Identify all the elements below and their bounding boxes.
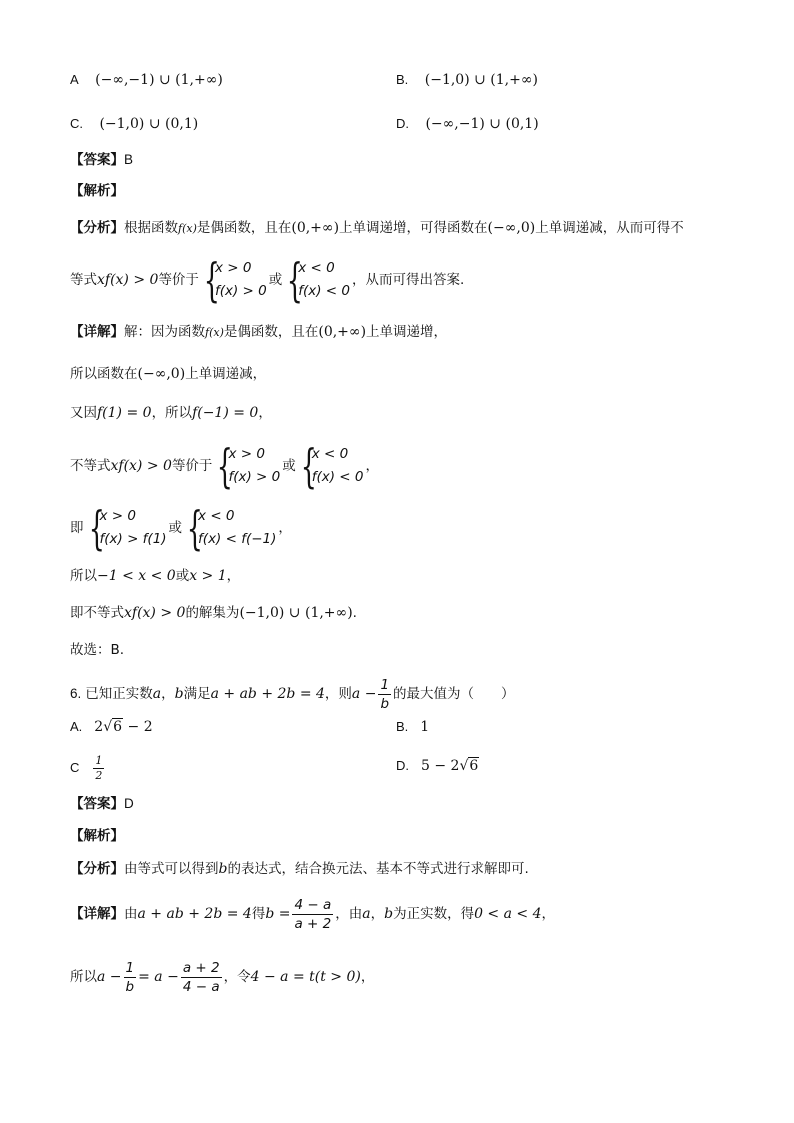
text: 或 bbox=[282, 458, 296, 474]
math-var: b bbox=[384, 906, 394, 922]
text: 的最大值为（ ） bbox=[393, 686, 515, 702]
text: 等价于 bbox=[171, 458, 213, 474]
system-row: x < 0 bbox=[298, 260, 335, 276]
math-var: a bbox=[152, 686, 162, 702]
fraction bbox=[292, 896, 333, 933]
math-expr: 0 < a < 4 bbox=[474, 906, 542, 922]
q6-option-a bbox=[70, 717, 153, 737]
math-expr: 4 − a = t(t > 0) bbox=[250, 969, 361, 985]
math-var: b bbox=[218, 861, 228, 877]
q6-xiangjie-line1 bbox=[70, 892, 555, 936]
text: ， bbox=[370, 906, 385, 922]
text: ， bbox=[365, 458, 379, 474]
math-expr: a − bbox=[97, 969, 122, 985]
math-expr: b = bbox=[265, 906, 291, 922]
text: 由 bbox=[124, 906, 138, 922]
text: ，从而可得出答案. bbox=[351, 272, 465, 288]
math-expr: x > 1 bbox=[189, 568, 227, 584]
math-expr: = a − bbox=[138, 969, 179, 985]
math-expr: (−∞,0) bbox=[487, 220, 536, 236]
answer-value: B bbox=[124, 152, 134, 167]
brace: { bbox=[203, 253, 220, 307]
math-expr: f(x) bbox=[178, 222, 197, 235]
system-row: f(x) > f(1) bbox=[99, 531, 167, 547]
math-expr: xf(x) > 0 bbox=[110, 458, 172, 474]
q5-xiangjie-line3 bbox=[70, 403, 272, 423]
xiangjie-label: 【详解】 bbox=[70, 324, 124, 340]
math-var: b bbox=[174, 686, 184, 702]
q5-xiangjie-line2 bbox=[70, 364, 266, 384]
math-expr: a + ab + 2b = 4 bbox=[137, 906, 252, 922]
q5-xiangjie-line8 bbox=[70, 640, 124, 660]
brace: { bbox=[286, 253, 304, 307]
math-expr: −1 < x < 0 bbox=[97, 568, 176, 584]
brace: { bbox=[186, 501, 203, 555]
option-c-text: (−1,0) ∪ (0,1) bbox=[99, 116, 199, 132]
text: . bbox=[352, 605, 357, 621]
numerator: 4 − a bbox=[294, 896, 332, 913]
square-root: √6 bbox=[103, 719, 123, 735]
text: 所以 bbox=[70, 568, 97, 584]
math-expr: xf(x) > 0 bbox=[97, 272, 159, 288]
analysis-label: 【解析】 bbox=[70, 183, 124, 199]
q5-xiangjie-line4 bbox=[70, 439, 379, 493]
text: 故选：B. bbox=[70, 642, 125, 658]
fraction bbox=[93, 754, 104, 783]
text: ， bbox=[161, 686, 175, 702]
text: 即不等式 bbox=[70, 605, 124, 621]
text: 不等式 bbox=[70, 458, 111, 474]
option-b bbox=[396, 70, 538, 90]
q5-fenxi-line2 bbox=[70, 253, 465, 307]
text: ， bbox=[541, 906, 556, 922]
inequality-system bbox=[201, 253, 267, 307]
text: 即 bbox=[70, 520, 84, 536]
numerator: 1 bbox=[125, 959, 135, 976]
system-row: f(x) < 0 bbox=[311, 469, 364, 485]
analysis-label: 【解析】 bbox=[70, 828, 124, 844]
brace: { bbox=[300, 439, 317, 493]
option-b-label: B. bbox=[396, 72, 409, 87]
system-row: x > 0 bbox=[228, 446, 265, 462]
q6-option-b bbox=[396, 717, 429, 737]
math-var: a bbox=[362, 906, 371, 922]
inequality-system bbox=[86, 501, 167, 555]
q5-xiangjie-line6 bbox=[70, 566, 240, 586]
text: 为正实数，得 bbox=[393, 906, 475, 922]
option-d-label: D. bbox=[396, 116, 409, 131]
math-expr: a − bbox=[351, 686, 377, 702]
text: 所以函数在 bbox=[70, 366, 138, 382]
option-c bbox=[70, 114, 198, 134]
option-c-label: C. bbox=[70, 116, 83, 131]
q5-xiangjie-line1 bbox=[70, 322, 447, 343]
denominator: 4 − a bbox=[182, 978, 220, 995]
math-expr: (−∞,0) bbox=[137, 366, 186, 382]
text: 所以 bbox=[70, 969, 97, 985]
q6-stem bbox=[70, 674, 515, 714]
text: 或 bbox=[175, 568, 190, 584]
inequality-system bbox=[214, 439, 281, 493]
radicand: 6 bbox=[469, 758, 479, 774]
text: 是偶函数，且在 bbox=[223, 324, 319, 340]
system-row: f(x) < f(−1) bbox=[198, 531, 277, 547]
math-expr: 1 bbox=[420, 719, 430, 735]
system-row: x > 0 bbox=[214, 260, 252, 276]
inequality-system bbox=[298, 439, 364, 493]
q5-xiangjie-line5 bbox=[70, 501, 292, 555]
text: 的表达式，结合换元法、基本不等式进行求解即可. bbox=[227, 861, 529, 877]
text: ，所以 bbox=[151, 405, 193, 421]
fenxi-label: 【分析】 bbox=[70, 861, 124, 877]
fraction bbox=[124, 959, 137, 996]
option-d bbox=[396, 114, 539, 134]
system-row: f(x) > 0 bbox=[228, 469, 281, 485]
q5-fenxi-line1 bbox=[70, 218, 684, 239]
numerator: 1 bbox=[380, 676, 390, 693]
inequality-system bbox=[184, 501, 277, 555]
math-expr: f(x) bbox=[205, 326, 224, 339]
q6-fenxi bbox=[70, 859, 529, 879]
radicand: 6 bbox=[113, 719, 123, 735]
option-b-text: (−1,0) ∪ (1,+∞) bbox=[424, 72, 538, 88]
system-row: f(x) > 0 bbox=[214, 283, 267, 299]
brace: { bbox=[217, 439, 234, 493]
option-label: D. bbox=[396, 758, 409, 773]
xiangjie-label: 【详解】 bbox=[70, 906, 124, 922]
math-expr: 5 − 2 bbox=[421, 758, 460, 774]
inequality-system bbox=[284, 253, 350, 307]
q5-xiangjie-line7 bbox=[70, 603, 357, 623]
text: 等式 bbox=[70, 272, 97, 288]
text: 上单调递减， bbox=[185, 366, 267, 382]
option-a-text: (−∞,−1) ∪ (1,+∞) bbox=[95, 72, 223, 88]
math-expr: a + ab + 2b = 4 bbox=[210, 686, 325, 702]
q6-xiangjie-line2 bbox=[70, 955, 374, 999]
fraction bbox=[378, 676, 391, 713]
option-label: C bbox=[70, 760, 80, 775]
math-expr: f(1) = 0 bbox=[97, 405, 152, 421]
denominator: b bbox=[125, 978, 135, 995]
option-a bbox=[70, 70, 223, 90]
text: 又因 bbox=[70, 405, 97, 421]
option-d-text: (−∞,−1) ∪ (0,1) bbox=[425, 116, 539, 132]
system-row: x > 0 bbox=[99, 508, 136, 524]
text: 得 bbox=[251, 906, 266, 922]
brace: { bbox=[88, 501, 105, 555]
math-expr: (0,+∞) bbox=[318, 324, 367, 340]
denominator: a + 2 bbox=[294, 915, 332, 932]
option-label: A. bbox=[70, 719, 83, 734]
text: 或 bbox=[168, 520, 183, 536]
text: ， bbox=[278, 520, 292, 536]
q6-option-d bbox=[396, 756, 479, 776]
answer-value: D bbox=[124, 796, 134, 811]
q5-analysis-title bbox=[70, 181, 124, 201]
fenxi-label: 【分析】 bbox=[70, 220, 124, 236]
text: 上单调递增， bbox=[366, 324, 448, 340]
text: 上单调递增，可得函数在 bbox=[339, 220, 488, 236]
text: 根据函数 bbox=[124, 220, 178, 236]
denominator: b bbox=[380, 695, 390, 712]
system-row: x < 0 bbox=[311, 446, 349, 462]
text: 已知正实数 bbox=[85, 686, 153, 702]
math-expr: f(−1) = 0 bbox=[192, 405, 259, 421]
q6-option-c bbox=[70, 750, 106, 786]
answer-label: 【答案】 bbox=[70, 152, 124, 168]
text: ，令 bbox=[223, 969, 251, 985]
math-expr: (−1,0) ∪ (1,+∞) bbox=[239, 605, 353, 621]
text: ，则 bbox=[324, 686, 352, 702]
text: ， bbox=[258, 405, 272, 421]
text: 的解集为 bbox=[185, 605, 240, 621]
text: ， bbox=[360, 969, 375, 985]
math-expr: (0,+∞) bbox=[291, 220, 340, 236]
text: 是偶函数，且在 bbox=[196, 220, 292, 236]
text: ，由 bbox=[335, 906, 363, 922]
math-expr: 2 bbox=[94, 719, 104, 735]
text: 或 bbox=[268, 272, 283, 288]
text: 上单调递减，从而可得不 bbox=[535, 220, 684, 236]
square-root: √6 bbox=[459, 758, 479, 774]
math-expr: xf(x) > 0 bbox=[124, 605, 186, 621]
text: 由等式可以得到 bbox=[124, 861, 219, 877]
system-row: x < 0 bbox=[198, 508, 235, 524]
text: ， bbox=[226, 568, 241, 584]
question-number: 6. bbox=[70, 686, 82, 701]
numerator: 1 bbox=[95, 753, 103, 767]
option-label: B. bbox=[396, 719, 409, 734]
q6-analysis-title bbox=[70, 826, 124, 846]
math-expr: − 2 bbox=[123, 719, 153, 735]
numerator: a + 2 bbox=[182, 959, 220, 976]
text: 解：因为函数 bbox=[124, 324, 205, 340]
fraction bbox=[181, 959, 222, 996]
system-row: f(x) < 0 bbox=[298, 283, 350, 299]
q6-answer bbox=[70, 794, 134, 814]
q5-answer bbox=[70, 150, 133, 170]
text: 等价于 bbox=[158, 272, 199, 288]
text: 满足 bbox=[183, 686, 211, 702]
answer-label: 【答案】 bbox=[70, 796, 124, 812]
denominator: 2 bbox=[95, 768, 103, 782]
option-a-label: A bbox=[70, 72, 79, 87]
